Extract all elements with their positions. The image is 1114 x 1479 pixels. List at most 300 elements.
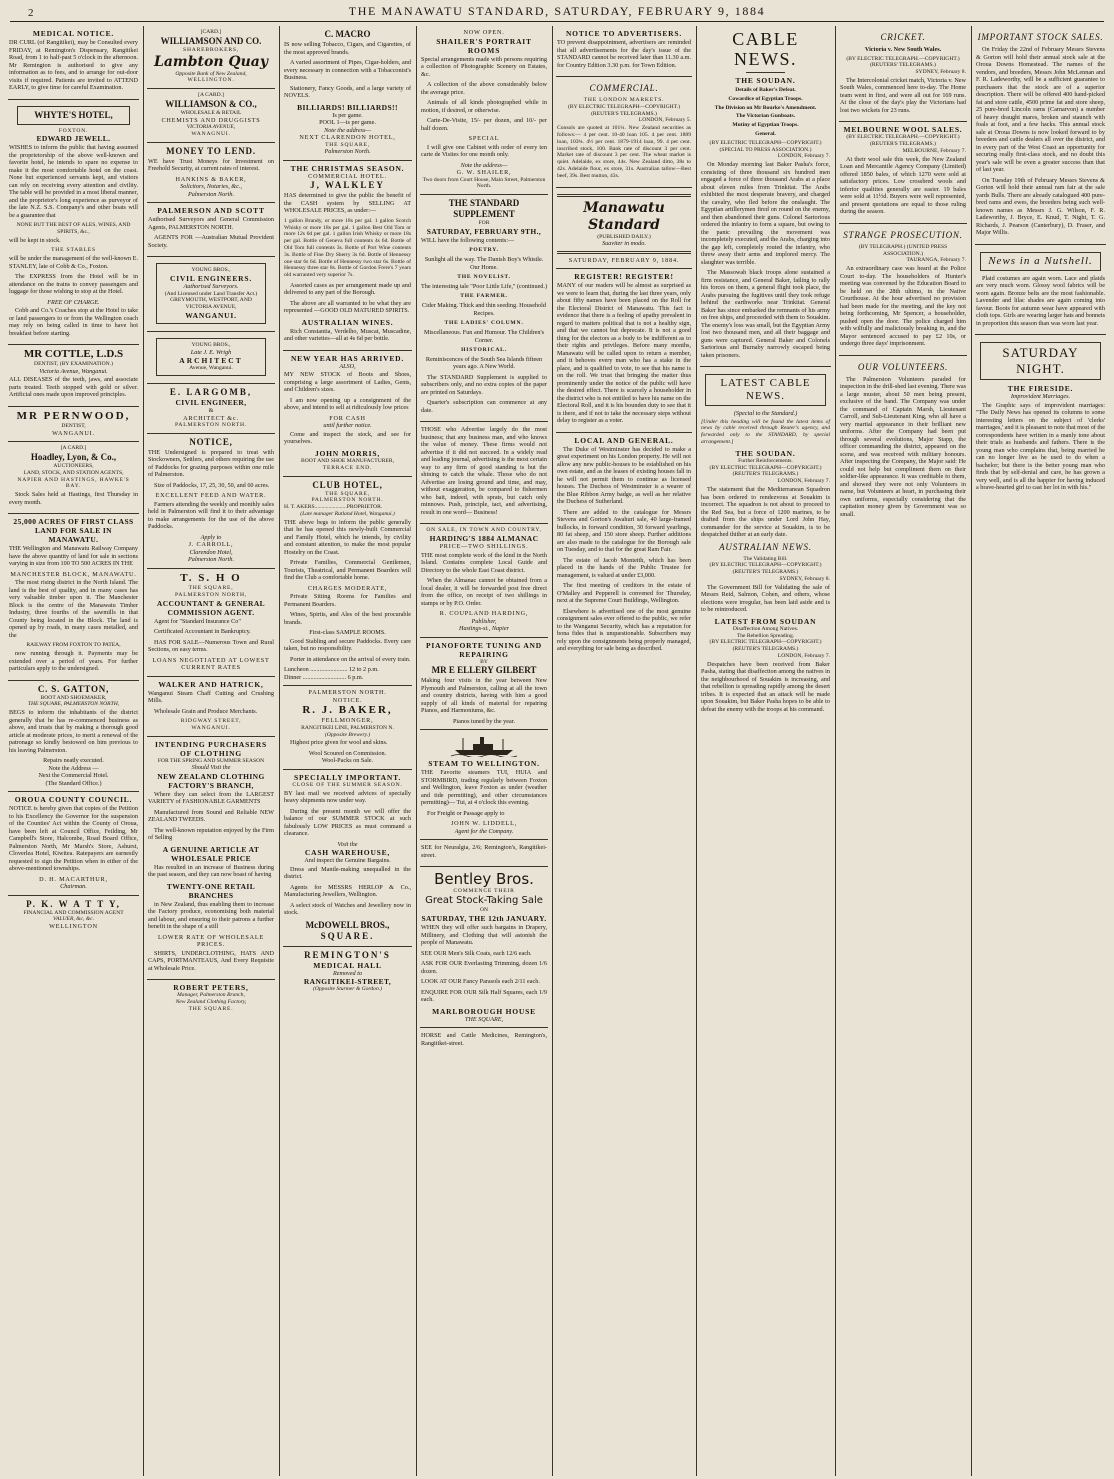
section-subtitle: THE SOUDAN. [735,76,796,85]
headline-deck: General. [755,130,776,137]
news-in-a-nutshell [975,245,1106,336]
ad-body: Porter in attendance on the arrival of every train. [290,655,411,663]
ad-line: Note the Address — [48,764,99,772]
telegraph-line: (BY ELECTRIC TELEGRAPH—COPYRIGHT.) (REUTER'S TELEGRAMS.) [568,103,680,117]
ad-body: A select stock of Watches and Jewellery now in stock. [284,901,411,917]
ad-body: The well-known reputation enjoyed by the Firm of Selling [148,826,274,842]
ad-body: LOOK AT OUR Fancy Parasols each 2/11 each. [421,978,540,986]
column-rule [143,26,144,1476]
ad-subtitle: HISTORICAL. [461,347,507,354]
ad-line: Is per game. [332,111,363,119]
ad-subtitle: CIVIL ENGINEER, [175,398,247,408]
ad-williamson-chemists [147,89,275,143]
ad-body: HAS FOR SALE—Numerous Town and Rural Sections, on easy terms. [148,638,274,654]
ad-shailer-portraits [420,26,548,195]
section-title: OUR VOLUNTEERS. [857,361,949,372]
ad-subtitle: MEDICAL HALL [313,960,382,970]
ad-line: Should Visit the [191,764,231,772]
ad-body: ALL DISEASES of the teeth, jaws, and associate parts treated. Teeth stopped with gold or silver. Artificial ones made upon improved principles. [9,376,138,399]
section-body: An extraordinary case was heard at the Police Court to-day. The householders of Hunter's meeting was convened by the Education Board to be held on the 28th ultimo, in the Native Courthouse. At the hour advertised no provision had been made for the meeting, and the key not being forthcoming, Mr Spencer, a householder, pushed open the door. The police charged him with wilfully and maliciously breaking in, and the Mayor sentenced accused to pay £2 10s, or undergo three days' imprisonment. [840,265,966,348]
ad-sign: Publisher, [471,617,497,625]
notice-to-advertisers [556,26,692,77]
ad-subtitle: CHEMISTS AND DRUGGISTS [161,116,261,124]
headline-deck: The Victorian Gunboats. [735,113,796,120]
ad-body: HAS determined to give the public the benefit of the CASH system by SELLING AT WHOLESALE PRICES, as under:— [284,192,411,215]
latest-cable-news [700,367,831,720]
separator [746,72,785,73]
ad-subtitle: FELLMONGER, [321,717,374,725]
ad-subtitle: NEW ZEALAND CLOTHING FACTORY'S BRANCH, [157,771,265,790]
local-and-general [556,433,692,660]
ad-sign: Palmerston North. [187,556,235,564]
ad-body: THE above begs to inform the public generally that he has opened this newly-built Commercial and Family Hotel, which he intends, by civility and constant attention, to make the most popular Hostelry on the Coast. [284,518,411,556]
steamship-icon [449,735,519,757]
section-body: The statement that the Mediterranean Squadron has been ordered to rendezvous at Souakim is incorrect. The squadron is not about to proceed to the Red Sea, but a force of 1200 marines, to be drafted from the ships under Lord John Hay, commander for the service at Souakim, is to be despatched thither at an early date. [701,486,830,539]
ad-young-bros-engineers [147,257,275,332]
ad-body: Authorised Surveyors and General Commission Agents, PALMERSTON NORTH. [148,216,274,231]
ad-title: PALMERSON AND SCOTT [157,206,265,216]
dateline: MELBOURNE, February 7. [902,147,966,154]
ad-body: I will give one Cabinet with order of every ten carte de Visites for one month only. [421,143,547,158]
ad-body: THE Undersigned is prepared to treat with Stockowners, Settlers, and others requiring the use of Paddocks for grazing purposes within one mile of Palmerston. [148,448,274,479]
ad-body: WISHES to inform the public that having assumed the proprietorship of the above well-known and favorite hotel, he intends to spare no expense to make it the most comfortable hotel on the coast. None but experienced servants kept, and visitors can rely on receiving every attention and civility. The table will be provided in a most liberal manner, and the proprietor's long experience as purveyor of the late N.Z. S.S. Company's and other boats will be a guarantee that [9,144,138,219]
ad-title: C. S. GATTON, [37,683,110,694]
section-body: MANY of our readers will be almost as surprised as we were to learn that, during the last three years, only about fifty names have been placed on the Roll for the Electoral District of Manawatu. This fact is evidence that there is a feeling of apathy prevalent in regard to matters political that is not a healthy sign, and that we cannot but deprecate. It is not a good thing for the electors as a body to be indifferent as to their rights and privileges. Before many months, Manawatu will be called upon to return a member, and it behoves every man who has a stake in the place, and is qualified to vote, to see that his name is on the roll. We trust that bringing the matter thus prominently under the notice of the public will have the desired effect. There is scarcely a householder in the district who is not entitled to have his name on the Electoral Roll, and it is his bounden duty to see that it is there, and if not to take the necessary steps without delay to register as a voter. [557,282,691,425]
column-rule [835,26,836,1476]
section-body: The Massowah black troops alone sustained a firm resistance, and General Baker, failing to rally his forces on them, a general flight took place, the Arabs pursuing the fugitives until they took refuge behind the earthworks near Trinkitat. General Baker has since embarked the remnants of his army on free ships, and proceeded with them to Souakim. The enemy's loss was small, but the Egyptian Army lost two thousand men, and all their baggage and guns were captured. General Baker and Colonels Sartorious and Burnaby narrowly escaped being taken prisoners. [701,269,830,359]
ad-block: MANCHESTER BLOCK, MANAWATU. [10,570,137,578]
ad-title: E. LARGOMB, [169,387,253,398]
headline-deck: Mutiny of Egyptian Troops. [732,122,799,129]
ad-price-list: 1 gallon Brandy, or more 18s per gal. 1 gallon Scotch Whisky or more 18s per gal. 1 gallon Best Old Tom or more 12s 6d per gal. 1 gallon Irish Whisky or more 18s per gal. Bottle of Geneva full contents 4s 6d. Bottle of Old Tom full contents 3s. Bottle of Port Wine contents 3s. Bottle of Fine Dry Sherry 3s 6d. Bottle of Hennessy one star 6s 6d. Bottle of Hennessy two star 6s. Bottle of Hennessy three star 8s. Bottle of Gordon Frere's 7 years old warranted very superior 7s. [284,217,411,279]
ad-sign: HANKINS & BAKER, [175,175,247,183]
ad-body: Private Families, Commercial Gentlemen, Tourists, Theatrical, and Permanent Boarders will find the Club a comfortable home. [284,559,411,582]
ad-subtitle: DENTIST, [61,422,86,429]
section-title: SATURDAY NIGHT. [980,342,1101,380]
ad-place: WANGANUI. [191,724,231,731]
double-rule [557,251,691,254]
ad-line: FOR CASH [329,414,366,422]
section-title: COMMERCIAL. [589,83,659,93]
ad-body: Making four visits in the year between New Plymouth and Palmerston, calling at all the town and country districts, having with him a good supply of all kinds of material for repairing Pianos, and Harmoniums, &c. [421,677,547,715]
ad-body: Highest price given for wool and skins. [290,739,388,747]
ad-body: Manufactured from Sound and Reliable NEW ZEALAND TWEEDS. [148,808,274,824]
ad-title: P. K. W A T T Y, [26,898,121,909]
ad-title: WALKER AND HATRICK, [158,679,264,689]
ad-subtitle: Great Stock-Taking Sale [425,895,543,907]
ad-line: Wool Scoured on Commission. [308,749,387,757]
ad-title: MONEY TO LEND. [166,145,256,156]
ad-line: Pianos tuned by the year. [452,717,516,725]
ad-place: RANGITIKEI LINE, PALMERSTON N. [301,724,394,731]
section-body: Plaid costumes are again worn. Lace and plaids are very much worn. Glossy wool fabrics will be worn again. Bronze belts are the most fashionable. Lavender and lilac shades are again coming into favour. Boots for autumn wear have appeared with cloth tops. Girls are wearing larger hats and bonnets in proportion this season than was worn last year. [976,274,1105,327]
section-body: Consols are quoted at 101¼. New Zealand securities as follows:— 4 per cent. 10-40 loan 105. 4 per cent. 1889 loan, 103¾. 4½ per cent. 1879-1914 loan, 99. 4 per cent. inscribed stock, 100. Bank rate of discount 3 per cent. Market rate of discount 3 per cent. The wheat market is quiet. Adelaide, ex store, 44s. New Zealand ditto, 38s to 42s. Adelaide flour, ex store, 31s. Australian tallow—Best beef, 39s. Best mutton, 43s. [557,125,691,179]
ad-body: SEE for Neuralgia, 2/6; Remington's, Rangitikei-street. [421,844,547,859]
section-title: CRICKET. [880,32,926,42]
ad-line: PRICE—TWO SHILLINGS. [439,543,529,551]
ad-body: Come and inspect the stock, and see for yourselves. [284,430,411,446]
section-subtitle: Improvident Marriages. [1010,393,1071,400]
editorial-flag [556,188,692,270]
ad-owner: EDWARD JEWELL. [36,134,111,144]
ad-subtitle: THE STABLES [51,247,96,254]
ad-body: Assorted cases as per arrangement made up and delivered to any part of the Borough. [284,281,411,297]
column-1 [8,26,139,1476]
ad-place: RIDGWAY STREET, [180,718,242,725]
ad-largomb [147,384,275,434]
ad-sign: JOHN W. LIDDELL, [450,820,518,828]
section-subtitle: THE SOUDAN. [735,448,796,458]
ad-body: THE Wellington and Manawatu Railway Company have the above quantity of land for sale in sections varying in size from 100 TO 500 ACRES IN THE [9,545,138,568]
ad-line: FOR [478,220,490,227]
ad-body: IS now selling Tobacco, Cigars, and Cigarettes, of the most approved brands. [284,41,411,56]
section-body: The Duke of Westminster has decided to make a great experiment on his London property. He will not allow any new public-houses to be established on his own estate, and as the leases of existing houses fall in he will not permit them to continue as licensed houses. The Duchess of Westminster is a wearer of the Blue Ribbon Army badge, as well as her relative the Duchess of Sutherland. [557,445,691,506]
ad-place: WELLINGTON [49,923,98,931]
ad-subtitle: ARCHITECT [179,356,243,366]
section-title: News in a Nutshell. [980,252,1101,271]
ad-body: Good Stabling and secure Paddocks. Every care taken, but no responsibility. [284,637,411,653]
ad-box [156,338,266,376]
dateline: SYDNEY, February 8. [915,69,966,76]
ad-subtitle: FOR THE SPRING AND SUMMER SEASON [157,757,265,764]
ad-subtitle: CASH WAREHOUSE, [304,848,391,858]
section-title: NOTICE TO ADVERTISERS. [565,29,683,38]
ad-line: EXCELLENT FEED AND WATER. [155,492,267,500]
ad-body: A varied assortment of Pipes, Cigar-holders, and every necessary in connection with a Tobacconist's Business. [284,59,411,81]
ad-title: NEW YEAR HAS ARRIVED. [290,353,405,363]
ad-title: THE STANDARD SUPPLEMENT [448,198,520,220]
section-body: The Palmerston Volunteers paraded for inspection in the drill-shed last evening. There was a large muster, about 50 men being present, exclusive of the band. The Company was under the command of Captain Marsh, Lieutenant Carroll, and Sub-Lieutenant King, who all have a very martial appearance in their brilliant new uniforms. After the Company had been put through several evolutions, Major Stapp, the officer commanding the district, appeared on the scene, and was received with military honours. After inspecting the Company, the Major said: He could not help but compliment them on their soldier-like appearance. It was creditable to them, and showed they were not only Volunteers in name, but Volunteers at heart, in purchasing their own uniforms, especially considering that the capitation money given by Government was so small. [840,375,967,518]
section-title: LATEST CABLE NEWS. [705,374,826,406]
ad-body: WILL have the following contents:— [421,236,515,244]
ad-williamson-sharebrokers [147,26,275,89]
ad-place: PALMERSTON NORTH. [311,497,384,504]
cable-news [700,26,831,367]
ad-money-to-lend [147,143,275,204]
ad-body: SHIRTS, UNDERCLOTHING, HATS AND CAPS, PORTMANTEAUS, And Every Requisite at Wholesale Price. [148,949,274,972]
ad-sign: Palmerston North. [187,190,235,198]
section-body: There are added to the catalogue for Messrs Stevens and Gorton's Awahuri sale, 40 large-framed bullocks, in forward condition, 30 forward yearlings, 80 fat sheep, and 150 store sheep. Further additions are also made to the catalogue for the Borough sale on Tuesday, and to that for the great Ram Fair. [557,508,691,554]
ad-line: And inspect the Genuine Bargains. [304,857,391,865]
ad-body: Cider Making. Thick and thin seeding. Household Recipes. [422,302,546,317]
ad-title: R. J. BAKER, [302,704,393,717]
ad-subtitle: POETRY. [469,247,499,254]
newspaper-title: THE MANAWATU STANDARD, SATURDAY, FEBRUARY 9, 1884 [348,4,766,18]
ad-body: I am now opening up a consignment of the above, and intend to sell at ridiculously low prices [284,396,411,412]
column-rule [971,26,972,1476]
ad-body: in New Zealand, thus enabling them to increase the Factory produce, economising both material and labour, and ensuring to their patrons a further benefit in the shape of a still [148,900,274,931]
ad-place: (Opposite Brewery.) [324,731,371,738]
ad-sign: D. H. MACARTHUR, [39,875,108,883]
headline-deck: The Division on Mr Bourke's Amendment. [714,104,817,111]
ad-place: THE SQUARE, [188,584,234,591]
ad-place: Avenue, Wanganui. [189,365,233,372]
section-body: The Graphic says of improvident marriages: "The Daily News has opened its columns to some interesting letters on the subject of 'clerks' marriages,' and it is pleasant to note that most of the correspondents have written in a manly tone about their trials as husbands and fathers. There is the young man who complains that, being married he can no longer live as he used to do when a bachelor; but there is the better young man who finds that by self-denial and care, he has grown a very well, and is all the happier for having induced a brave-hearted girl to cast her lot in with his." [976,401,1105,491]
masthead [10,4,1104,22]
ad-body: Cobb and Co.'s Coaches stop at the Hotel to take or land passengers to or from the Wellington coach may rely on being called in time to have hot breakfast before starting. [9,307,138,337]
section-subtitle: (Special to the Standard.) [733,410,798,418]
ad-place: VICTORIA AVENUE, [186,124,236,131]
section-note: [Under this heading will be found the latest items of news by cable received through Reuter's agency, and forwarded only to the STANDARD, by special arrangement.] [701,418,830,446]
ad-body: The most rising district in the North Island. The land is the best of quality, and in many cases has very valuable timber upon it. The Manchester Block is the centre of the Manawatu Timber Industry, three fourths of the sawmills in that County being located in the Block. The land is opened up by roads, in many cases metalled, and the [9,579,138,639]
ad-line: Note the address— [460,161,508,169]
section-title: MELBOURNE WOOL SALES. [843,125,963,135]
ad-body: BY last mail we received advices of specially heavy shipments now under way. [284,789,411,805]
ad-rj-baker [283,686,412,770]
ad-sign: G. W. SHAILER, [456,169,512,176]
headline-deck: Cowardice of Egyptian Troops. [728,95,803,102]
ad-place: WELLINGTON. [187,77,235,84]
ad-line: ON SALE, IN TOWN AND COUNTRY, [426,527,542,534]
ad-subtitle: THE FARMER. [460,293,508,300]
ad-body: ENQUIRE FOR OUR Silk Half Squares, each 1/9 each. [421,988,547,1004]
ad-walker-hatrick [147,677,275,737]
ad-young-bros-architect [147,332,275,384]
ad-subtitle: ARCHITECT &c. [183,414,239,422]
ad-body: now running through it. Payments may be extended over a period of years. For further particulars apply to the undersigned. [9,650,138,673]
ad-body: Quarter's subscription can commence at any date. [421,399,547,414]
ad-body: MY NEW STOCK of Boots and Shoes, comprising a large assortment of Ladies, Gents, and Children's sizes. [284,371,411,394]
ad-subtitle: SHAREBROKERS, [183,46,239,53]
ad-line: PALMERSTON NORTH. [308,689,387,697]
ad-robert-peters [147,980,275,1016]
column-rule [279,26,280,1476]
dateline: LONDON, February 7. [777,153,830,160]
ad-subtitle: THE LADIES' COLUMN. [444,320,524,327]
ad-body: Stock Sales held at Hastings, first Thursday in every month. [9,491,138,506]
ad-title: MR PERNWOOD, [16,409,131,422]
ad-title: Bentley Bros. [434,870,534,889]
column-3 [283,26,412,1476]
ad-body: THOSE who Advertise largely do the most business; that any business man, and who knows the value of money. These firms would not advertise if it did not succeed. In a widely read and leading journal, advertising is the most certain way to any firm of good standing is but the shining to catch the whale. Those who do not Advertise are losing ground and time, and may, without exaggeration, be compared to fishermen who bait, indeed, with sprats, but catch only minnows. Push, principle, tact, and advertising, result in one word— Business! [421,426,547,516]
ad-title: THE CHRISTMAS SEASON. [290,163,405,173]
dateline: SYDNEY, February 8. [779,575,830,582]
ad-sign: MARLBOROUGH HOUSE [432,1006,536,1016]
ad-sign: McDOWELL BROS., [305,919,390,930]
ad-body: Where they can select from the LARGEST VARIETY of FASHIONABLE GARMENTS [148,790,274,806]
ad-body: The STANDARD Supplement is supplied to subscribers only, and no extra copies of the paper are printed on Saturdays. [421,373,547,396]
ad-line: Palmerston North. [324,148,371,156]
ad-sign: Agent for the Company. [454,827,514,835]
column-8 [975,26,1106,1476]
section-subtitle: THE FIRESIDE. [1007,384,1074,393]
ad-subtitle: TWENTY-ONE RETAIL BRANCHES [166,881,256,900]
ad-place: WANGANUI. [185,311,237,321]
ad-body: Carte-De-Visite, 15/- per dozen, and 10/- per half dozen. [421,117,547,132]
ad-place: WANGANUI. [52,429,95,437]
section-body: At their wool sale this week, the New Zealand Loan and Mercantile Agency Company (Limited) offered 1850 bales, of which 1270 were sold at satisfactory prices. Low crossbred wools and inferior qualities generally are easier. 19 bales were sold at 11½d. Buyers were well represented, and present quotations are equal to those ruling during the season. [840,155,966,216]
dateline: LONDON, February 7. [777,652,830,659]
ad-steam-wellington [420,730,548,840]
ad-body: will be under the management of the well-known E. STANLEY, late of Cobb & Co., Foxton. [9,255,138,270]
ad-sign: BOOT AND SHOE MANUFACTURER, [300,457,395,464]
section-subtitle: LATEST FROM SOUDAN [714,616,817,626]
ad-sign: Clarendon Hotel, [189,548,233,556]
ad-place: WANAGNUI. [191,131,231,138]
ad-title: STEAM TO WELLINGTON. [428,759,540,769]
ad-dentist-cottle [8,345,139,407]
ad-line: NONE BUT THE BEST OF ALES, WINES, AND SPIRITS, &c., [16,222,131,236]
column-rule [552,26,553,1476]
ad-title: ROBERT PETERS, [173,983,249,993]
ad-free: FREE OF CHARGE. [47,298,100,306]
ad-standard-supplement [420,195,548,422]
ad-line: BY [480,658,488,665]
ad-body: Stationery, Fancy Goods, and a large variety of NOVELS. [284,84,411,99]
ad-title: OROUA COUNTY COUNCIL. [14,795,133,805]
ad-dentist-pernwood [8,407,139,442]
ad-title: SHAILER'S PORTRAIT ROOMS [436,36,532,55]
ad-nz-clothing [147,737,275,981]
column-2 [147,26,275,1476]
ad-line: (Late manager Rutland Hotel, Wanganui.) [300,510,395,517]
ad-line: Luncheon ........................ 12 to 2 p.m. [284,666,379,674]
ad-hoadley-lyon [8,442,139,514]
ad-line: NEXT CLARENDON HOTEL, [299,134,396,141]
ad-title: WILLIAMSON AND CO. [160,35,262,46]
telegraph-line: (BY ELECTRIC TELEGRAPH—COPYRIGHT.) (REUTER'S TELEGRAMS.) [709,464,822,478]
ad-body: Farmers attending the weekly and monthly sales held in Palmerston will find it to their advantage to make arrangements for the use of the above Paddocks. [148,500,274,531]
ad-body: Agent for "Standard Insurance Co" [154,617,241,625]
ad-body: Animals of all kinds photographed while in motion, if desired, or otherwise. [421,99,547,114]
ad-subtitle: Manager, Palmerston Branch, [177,992,245,999]
ad-subtitle: New Zealand Clothing Factory, [175,999,247,1006]
ad-body: A collection of the above considerably below the average price. [421,81,547,96]
ad-body: Agents for MESSRS HERLOP & Co., Manufacturing Jewellers, Wellington. [284,883,411,899]
ad-body: ASK FOR OUR Everlasting Trimming, dozen 1/6 dozen. [421,960,547,975]
ad-body: Miscellaneous. Fun and Humour. The Children's Corner. [423,329,545,344]
ad-body: For Freight or Passage apply to [427,809,505,817]
section-subtitle: THE LONDON MARKETS. [583,97,665,103]
ad-line: Wool-Packs on Sale. [321,757,374,765]
ad-body: When the Almanac cannot be obtained from a local dealer, it will be forwarded post free direct from the office, on receipt of two shillings in stamps or by P.O. Order. [421,577,547,607]
ad-subtitle: AUSTRALIAN WINES. [301,317,394,327]
ad-line: (The Standard Office.) [45,779,102,787]
ad-line: POOL 1—is per game. [319,119,376,126]
ad-subtitle: THE NOVELIST. [457,274,511,281]
headline-deck: The Validating Bill. [743,555,788,562]
section-body: The first meeting of creditors in the estate of O'Malley and Pepperell is convened for Thursday, next at the Supreme Court Buildings, Wellington. [557,582,691,605]
double-rule [557,194,691,197]
ad-body: SEE OUR Men's Silk Coats, each 12/6 each. [421,949,532,957]
ad-place: GREYMOUTH, WESTPORT, AND VICTORIA AVENUE, [170,297,252,311]
ad-line: ON [479,907,489,914]
section-body: On Tuesday 19th of February Messrs Stevens & Gorton will hold their annual ram fair at the sale yards Bulls. There are already catalogued 400 pure-bred rams and ewes, the breeders being such well-known names as Messrs J. G. Wilson, F. R. Ladeworthy, J. Bryce, E. Knud, T. Night, T. G. Richards, J. Pearson (Canterbury), D. Fraser, and Major Willis. [976,176,1105,236]
ad-subtitle: AUCTIONEERS, [53,463,94,470]
ad-sign: Chairman. [60,883,87,891]
page-number: 2 [28,7,34,19]
ad-subtitle: & [208,407,214,415]
ad-line: Next the Commercial Hotel. [38,772,109,780]
section-title: LOCAL AND GENERAL. [574,435,674,445]
ad-palmerson-scott [147,203,275,257]
ad-line: SATURDAY, FEBRUARY 9TH., [426,226,542,236]
column-rule [416,26,417,1476]
ad-oroua-council [8,792,139,896]
cricket-news [839,26,967,122]
ad-place: THE SQUARE, [325,490,370,497]
column-4 [420,26,548,1476]
ad-title: MR COTTLE, L.D.S [23,348,124,361]
ad-subtitle: LAND, STOCK, AND STATION AGENTS, [23,469,124,476]
ad-body: WHEN they will offer such bargains in Drapery, Millinery, and Clothing that will astonish the people of Manawatu. [421,924,547,947]
ad-title: Hoadley, Lyon, & Co., [30,452,117,463]
ad-body: The interesting tale "Poor Little Life," (continued.) [421,282,548,290]
section-body: On Friday the 22nd of February Messrs Stevens & Gorton will hold their annual stock sale at the Oroua Downs Homestead. The names of the vendors, and breeders, Messrs John McLennan and F. R. Ladeworthy, will be a sufficient guarantee to purchasers that the stock are of a superior description. There will be offered 400 hand-picked fat and store cattle, 4500 prime fat and store sheep, 25 pure-bred Lincoln rams (Carnarvon) a number of heavy draught mares, broken and staunch with foals at foot, and a few hacks. This annual stock sale at Oroua Downs is now looked forward to by breeders and cattle dealers all over the district, and in every part of the West Coast an opportunity for securing really first-class stock, and no doubt this year's sale will be even a greater success than that of last year. [976,46,1105,173]
ad-body: BEGS to inform the inhabitants of the district generally that he has re-commenced business as above, and trusts that by making a thorough good article at moderate prices, to merit a renewal of the patronage so kindly bestowed on him previous to his leaving Palmerston. [9,709,138,754]
ad-body: THE most complete work of the kind in the North Island. Contains complete Local Guide and Directory to the whole East Coast district. [421,551,547,574]
ad-line: Apply to [200,533,222,541]
ad-place: THE SQUARE, PALMERSTON NORTH, [27,701,120,708]
nameplate-sub: (PUBLISHED DAILY.) [597,233,651,240]
ad-subtitle: Authorised Surveyors. [183,283,239,291]
telegraph-line: (BY TELEGRAPH.) (UNITED PRESS ASSOCIATION.) [858,243,948,257]
ad-title: WILLIAMSON & CO., [165,98,257,109]
ad-sign: Solicitors, Notaries, &c., [180,183,242,191]
ad-line: SATURDAY, THE 12th JANUARY. [421,914,547,924]
section-title: REGISTER! REGISTER! [574,272,674,282]
ad-card: [CARD.] [200,29,222,35]
ad-subtitle: CLOSE OF THE SUMMER SEASON. [292,781,403,788]
ad-line: Note the address— [324,126,371,134]
ad-line: NOW OPEN. [463,29,505,36]
headline-deck: Details of Baker's Defeat. [735,87,796,93]
wool-sales [839,122,967,223]
ad-pkwatty [8,896,139,935]
ad-line: ALSO, [339,362,356,370]
ad-box [156,263,266,324]
telegraph-line: (BY ELECTRIC TELEGRAPH.—COPYRIGHT.) (REUTERS' TELEGRAMS.) [846,55,960,69]
ad-line: LOWER RATE OF WHOLESALE PRICES. [157,933,265,949]
ad-title: J, WALKLEY [310,180,385,191]
ad-line: until further notice. [323,422,372,430]
ad-medical-notice [8,26,139,100]
ad-body: Private Sitting Rooms for Families and Permanent Boarders. [284,593,411,608]
headline-deck: The Rebellion Spreading. [736,632,795,639]
headline-deck: Disaffection Among Natives. [732,625,799,632]
ad-subtitle: Opposite Bank of New Zealand, [175,70,247,77]
ad-sign: J. CARROLL, [188,541,234,549]
ad-title: MEDICAL NOTICE. [32,29,115,38]
ad-sign: JOHN MORRIS, [314,448,381,458]
column-7 [839,26,967,1476]
ad-neuralgia [420,840,548,867]
ad-place: Two doors from Court House, Main Street, Palmerston North. [422,176,546,190]
ad-body: Wines, Spirits, and Ales of the best procurable brands. [284,611,411,626]
ad-subtitle: FINANCIAL AND COMMISSION AGENT [23,909,124,916]
strange-prosecution [839,224,967,356]
ad-gatton [8,681,139,793]
ad-title: HARDING'S 1884 ALMANAC [429,534,539,544]
section-body: On Monday morning last Baker Pasha's force, consisting of three thousand six hundred men engaged a force of three thousand Arabs at a place about eleven miles from Trinkitat. The Arabs exhibited the most desperate bravery, and charged the cavalry, who fled before the onslaught. The Egyptian artillerymen fired on round on the enemy, and then abandoned their guns. Colonel Sartorious ordered the infantry to form a square, but owing to the panic prevailing the movement was incompletely executed, and the Arabs, charging into the gap left, completely routed the infantry, who threw away their arms and implored mercy. The slaughter was terrible. [701,161,830,266]
ad-place: PALMERSTON NORTH, [174,591,247,598]
ad-line: CHARGES MODERATE, [307,584,388,592]
ad-subtitle: ACCOUNTANT & GENERAL COMMISSION AGENT. [156,598,266,617]
section-body: Despatches have been received from Baker Pasha, stating that disaffection among the natives in the neighbourhood of Souakim is increasing, and that rebellion is spreading rapidly among the desert tribes. It is expected that an attack will be made upon Souakim, but Baker Pasha hopes to be able to defeat the enemy with the troops at his command. [701,660,830,713]
telegraph-line: (BY ELECTRIC TELEGRAPH.—COPYRIGHT.) (REUTER'S TELEGRAMS.) [846,134,960,148]
ad-line: Removed to [332,969,363,977]
ad-subtitle: A GENUINE ARTICLE AT WHOLESALE PRICE [162,844,260,863]
ad-line: Visit the [337,840,358,848]
ad-body: THE Favorite steamers TUI, HUIA and STORMBIRD, trading regularly between Foxton and Wellington, leave Foxton as under (weather and tide permitting), and other circumstances permitting)— Tui, at 4 o'clock this evening. [421,769,547,807]
ad-place: RANGITIKEI-STREET, [303,977,392,987]
ad-title: YOUNG BROS., [191,342,231,349]
ad-sign: TERRACE END. [322,464,373,471]
newspaper-nameplate: Manawatu Standard [583,199,665,233]
ad-body: Dress and Mantle-making unequalled in the district. [284,865,411,881]
ad-bentley-bros [420,867,548,1028]
ad-paddocks-notice [147,434,275,569]
